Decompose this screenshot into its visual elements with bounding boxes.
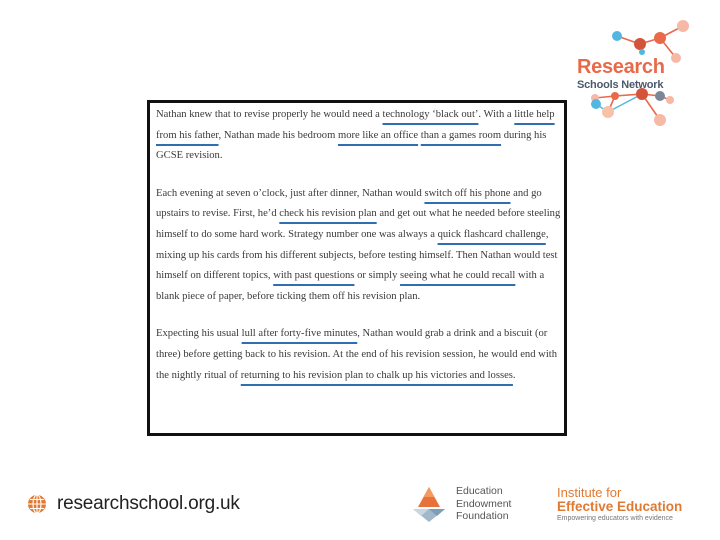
network-dot [654,114,666,126]
passage-segment: with a blank piece of paper, before ticking them off his revision plan. [156,270,545,302]
passage-segment: , mixing up his cards from his different subjects, before testing himself. Then Nathan would test himself on different topics, [156,228,558,282]
network-dot [671,53,681,63]
eef-line: Education [456,485,503,497]
network-dot [677,20,689,32]
network-dot [591,99,601,109]
passage-paragraph [156,184,566,308]
passage-segment: or simply [354,270,401,282]
network-dot [655,91,665,101]
eef-line: Foundation [456,510,509,522]
passage-segment: Expecting his usual [156,328,242,340]
network-dot [634,38,646,50]
passage-segment: , Nathan would grab a drink and a biscuit (or three) before getting back to his revision. At the end of his revision session, he would end with the nightly ritual of [156,328,558,381]
ife-line2: Effective Education [557,499,683,514]
highlighted-phrase: technology ‘black out’ [382,109,479,120]
network-dot [666,96,674,104]
ife-logo [557,486,682,522]
highlighted-phrase: quick flashcard challenge [437,228,546,240]
passage-segment: , Nathan made his bedroom [218,129,338,141]
passage-segment: and get out what he needed before steeling himself to do some hard work. Strategy number one was always a [156,208,561,240]
ife-line1: Institute for [557,485,622,500]
passage-segment: and go upstairs to revise. First, he’d [156,187,542,220]
network-dot [654,32,666,44]
highlighted-phrase: switch off his phone [424,187,511,199]
passage-segment: . With a [478,109,515,120]
globe-icon [27,494,47,514]
highlighted-phrase: seeing what he could recall [400,270,516,282]
eef-triangle-logo [410,485,448,523]
highlighted-phrase: more like an office [337,129,419,141]
highlighted-phrase: check his revision plan [279,208,377,220]
passage-paragraph [156,105,566,167]
network-dot [611,92,619,100]
passage-segment: Each evening at seven o’clock, just after dinner, Nathan would [156,187,425,199]
highlighted-phrase: lull after forty-five minutes [241,328,358,340]
passage-segment: . [512,369,516,381]
ife-tagline: Empowering educators with evidence [557,515,673,522]
passage-segment: Nathan knew that to revise properly he would need a [156,109,383,120]
highlighted-phrase: little help from his father [156,109,555,141]
eef-line: Endowment [456,497,512,510]
network-dot [602,106,614,118]
network-dot [612,31,622,41]
logo-subtitle: Schools Network [577,79,664,91]
website-url[interactable]: researchschool.org.uk [57,493,240,514]
eef-logo [410,485,511,523]
highlighted-phrase: returning to his revision plan to chalk up his victories and losses [240,369,513,381]
network-dot [639,49,645,55]
highlighted-phrase: than a games room [420,129,502,141]
passage-paragraph [156,324,566,386]
website-link[interactable] [27,493,240,515]
eef-wordmark [456,485,511,523]
logo-title: Research [577,56,665,78]
highlighted-phrase: with past questions [273,270,355,282]
passage-segment: during his GCSE revision. [156,129,547,162]
passage-text [156,105,566,386]
research-schools-network-logo [550,18,715,133]
